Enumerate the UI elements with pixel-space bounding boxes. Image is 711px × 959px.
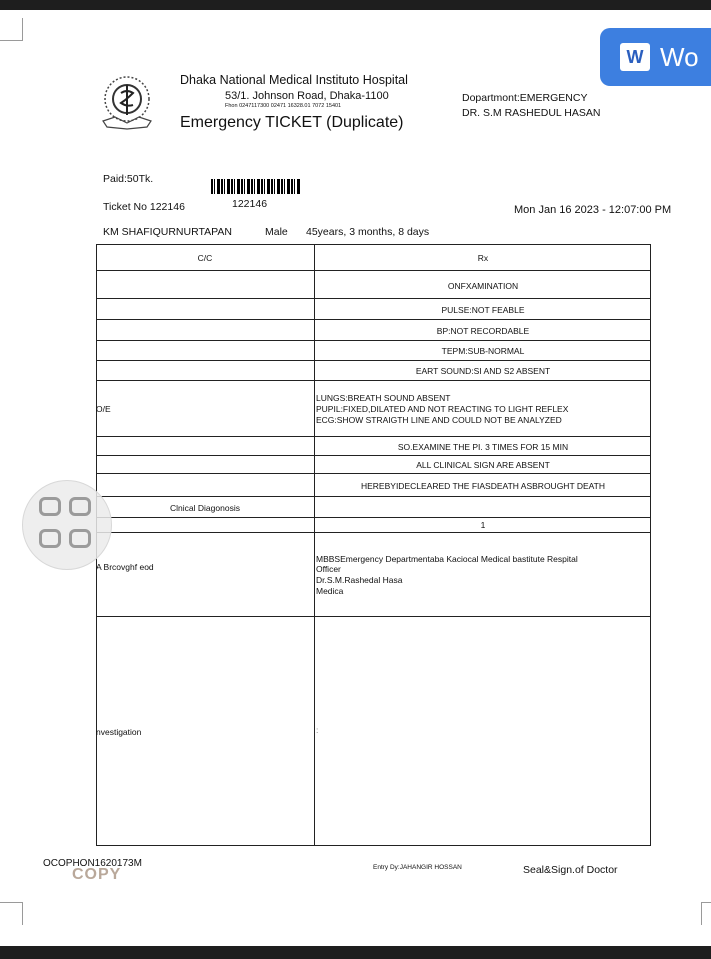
- hospital-name: Dhaka National Medical Instituto Hospital: [180, 73, 408, 87]
- temperature: TEPM:SUB-NORMAL: [441, 346, 525, 356]
- clinical-signs-absent: ALL CLINICAL SIGN ARE ABSENT: [416, 460, 550, 470]
- table-rule: [96, 496, 651, 497]
- ticket-title: Emergency TICKET (Duplicate): [180, 114, 404, 131]
- patient-gender: Male: [265, 226, 288, 238]
- hospital-logo: [97, 71, 157, 131]
- death-declaration: HEREBYIDECLEARED THE FIASDEATH ASBROUGHT DEATH: [360, 481, 606, 491]
- table-rule: [96, 270, 651, 271]
- investigation-label: nvestigation: [96, 727, 142, 737]
- seal-signature: Seal&Sign.of Doctor: [523, 864, 618, 876]
- table-rule: [96, 298, 651, 299]
- patient-name: KM SHAFIQURNURTAPAN: [103, 226, 232, 238]
- table-rule: [96, 616, 651, 617]
- on-examination: ONFXAMINATION: [447, 281, 519, 291]
- table-rule: [96, 319, 651, 320]
- signature-line: Dr.S.M.Rashedal Hasa: [316, 575, 403, 585]
- blood-pressure: BP:NOT RECORDABLE: [436, 326, 530, 336]
- floating-menu-button[interactable]: [22, 480, 112, 570]
- signature-line: Medica: [316, 586, 344, 596]
- hospital-address: 53/1. Johnson Road, Dhaka-1100: [225, 90, 389, 102]
- word-icon: W: [620, 43, 650, 71]
- patient-age: 45years, 3 months, 8 days: [306, 226, 430, 238]
- entry-by: Entry Dy:JAHANGIR HOSSAN: [373, 864, 462, 871]
- table-rule: [96, 532, 651, 533]
- crop-corner-bottom-right: [701, 902, 711, 925]
- oe-line-ecg: ECG:SHOW STRAIGTH LINE AND COULD NOT BE ANALYZED: [316, 415, 562, 425]
- hospital-phone: Fhon 0247117300 02471 16328.01 7072 15401: [225, 103, 342, 109]
- doctor-name: DR. S.M RASHEDUL HASAN: [462, 107, 601, 119]
- word-button-label: Wo: [660, 41, 699, 72]
- crop-corner-bottom-left: [0, 902, 23, 925]
- copy-stamp: COPY: [72, 866, 122, 883]
- oe-label: O/E: [96, 404, 111, 414]
- table-rule: [96, 340, 651, 341]
- pulse: PULSE:NOT FEABLE: [441, 305, 525, 315]
- investigation-value: :: [316, 725, 319, 735]
- a-label: A Brcovghf eod: [96, 562, 154, 572]
- signature-line: Officer: [316, 564, 341, 574]
- table-rule: [96, 380, 651, 381]
- department: Dopartmont:EMERGENCY: [462, 92, 588, 104]
- so-exam: SO.EXAMINE THE PI. 3 TIMES FOR 15 MIN: [397, 442, 569, 452]
- table-rule: [96, 436, 651, 437]
- table-rule: [96, 517, 651, 518]
- paid-amount: Paid:50Tk.: [103, 173, 154, 185]
- page-number: 1: [480, 520, 486, 530]
- col-header-rx: Rx: [477, 253, 489, 263]
- table-rule: [96, 360, 651, 361]
- footer-code: OCOPHON1620173M: [43, 858, 142, 869]
- top-bar: [0, 0, 711, 10]
- heart-sound: EART SOUND:SI AND S2 ABSENT: [415, 366, 551, 376]
- bottom-bar: [0, 946, 711, 959]
- col-header-cc: C/C: [197, 253, 213, 263]
- oe-line-pupil: PUPIL:FIXED,DILATED AND NOT REACTING TO LIGHT REFLEX: [316, 404, 569, 414]
- table-rule: [96, 473, 651, 474]
- ticket-datetime: Mon Jan 16 2023 - 12:07:00 PM: [514, 204, 672, 216]
- open-in-word-button[interactable]: [600, 28, 711, 86]
- ticket-number: Ticket No 122146: [103, 201, 185, 213]
- oe-line-lungs: LUNGS:BREATH SOUND ABSENT: [316, 393, 451, 403]
- table-rule: [96, 455, 651, 456]
- barcode-number: 122146: [232, 198, 268, 210]
- clinical-diagnosis: Clnical Diagonosis: [170, 503, 240, 513]
- crop-corner-top-left: [0, 18, 23, 41]
- signature-line: MBBSEmergency Departmentaba Kaciocal Medical bastitute Respital: [316, 554, 578, 564]
- barcode: [211, 179, 301, 194]
